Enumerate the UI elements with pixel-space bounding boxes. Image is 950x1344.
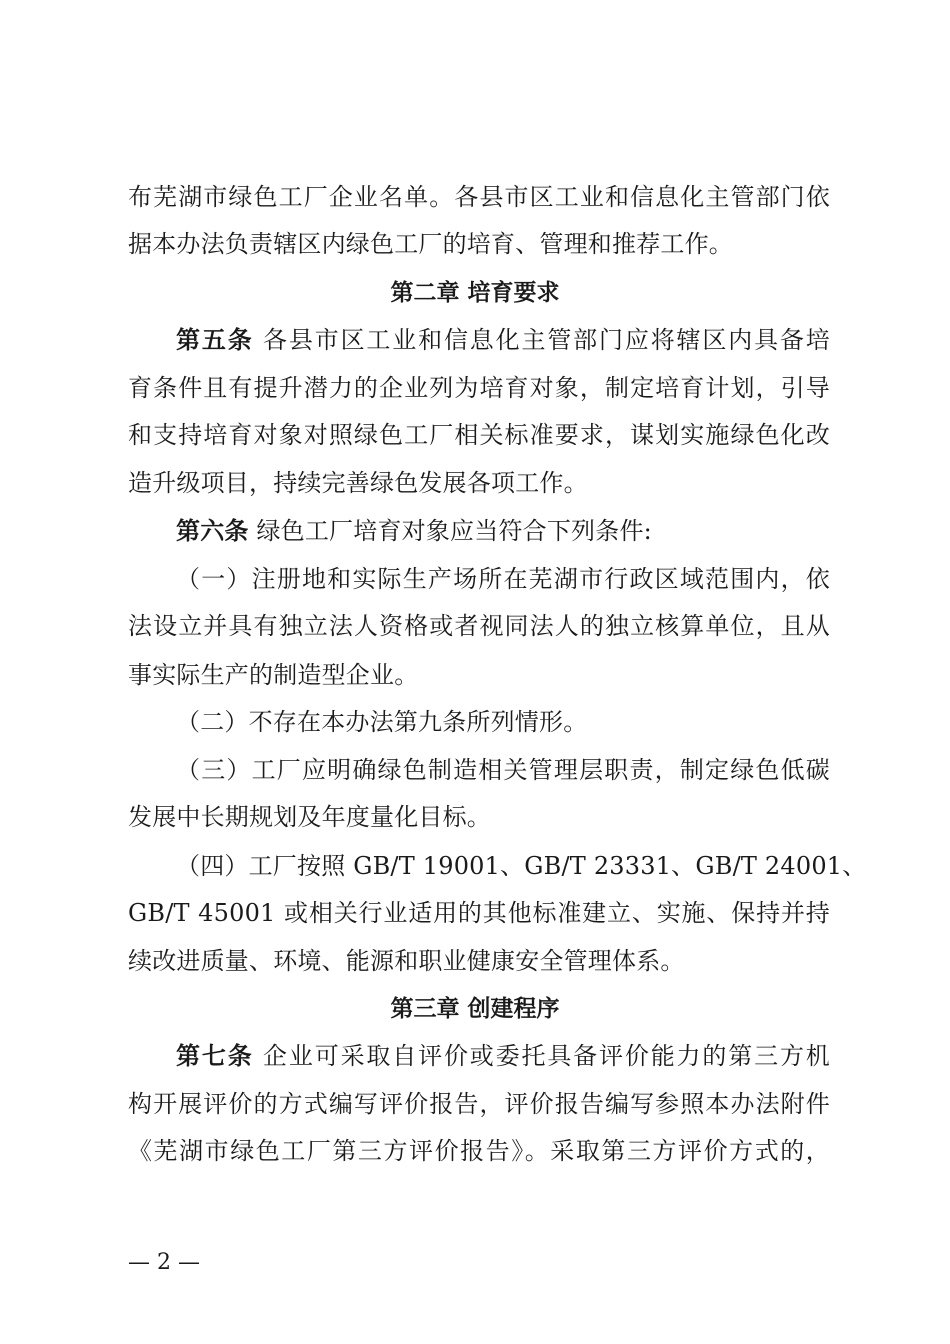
text-line: 事实际生产的制造型企业。 <box>128 661 419 689</box>
article-text: 企业可采取自评价或委托具备评价能力的第三方机 <box>263 1042 830 1070</box>
chapter-heading: 第三章 创建程序 <box>390 996 560 1022</box>
text-line: 发展中长期规划及年度量化目标。 <box>128 803 491 831</box>
page-number: — 2 — <box>128 1250 200 1275</box>
text-line: 造升级项目，持续完善绿色发展各项工作。 <box>128 469 588 497</box>
text-line: （二）不存在本办法第九条所列情形。 <box>176 708 588 736</box>
article-text: 绿色工厂培育对象应当符合下列条件: <box>256 517 652 545</box>
text-line: 续改进质量、环境、能源和职业健康安全管理体系。 <box>128 947 685 975</box>
chapter-heading: 第二章 培育要求 <box>390 280 560 306</box>
text-line: GB/T 45001 或相关行业适用的其他标准建立、实施、保持并持 <box>128 899 830 927</box>
article-line <box>176 1041 830 1071</box>
article-label: 第七条 <box>176 1042 254 1070</box>
text-line: （四）工厂按照 GB/T 19001、GB/T 23331、GB/T 24001、 <box>176 852 867 880</box>
article-line <box>176 516 830 546</box>
text-line: 据本办法负责辖区内绿色工厂的培育、管理和推荐工作。 <box>128 230 733 258</box>
text-line: 和支持培育对象对照绿色工厂相关标准要求，谋划实施绿色化改 <box>128 421 830 449</box>
text-line: （三）工厂应明确绿色制造相关管理层职责，制定绿色低碳 <box>176 756 830 784</box>
article-label: 第五条 <box>176 326 254 354</box>
text-line: 法设立并具有独立法人资格或者视同法人的独立核算单位，且从 <box>128 612 830 640</box>
text-line: 布芜湖市绿色工厂企业名单。各县市区工业和信息化主管部门依 <box>128 183 830 211</box>
text-line: 育条件且有提升潜力的企业列为培育对象，制定培育计划，引导 <box>128 374 830 402</box>
article-line <box>176 325 830 355</box>
text-line: 构开展评价的方式编写评价报告，评价报告编写参照本办法附件 <box>128 1090 830 1118</box>
article-label: 第六条 <box>176 517 249 545</box>
article-text: 各县市区工业和信息化主管部门应将辖区内具备培 <box>263 326 830 354</box>
text-line: （一）注册地和实际生产场所在芜湖市行政区域范围内，依 <box>176 565 830 593</box>
text-line: 《芜湖市绿色工厂第三方评价报告》。采取第三方评价方式的， <box>128 1137 830 1165</box>
